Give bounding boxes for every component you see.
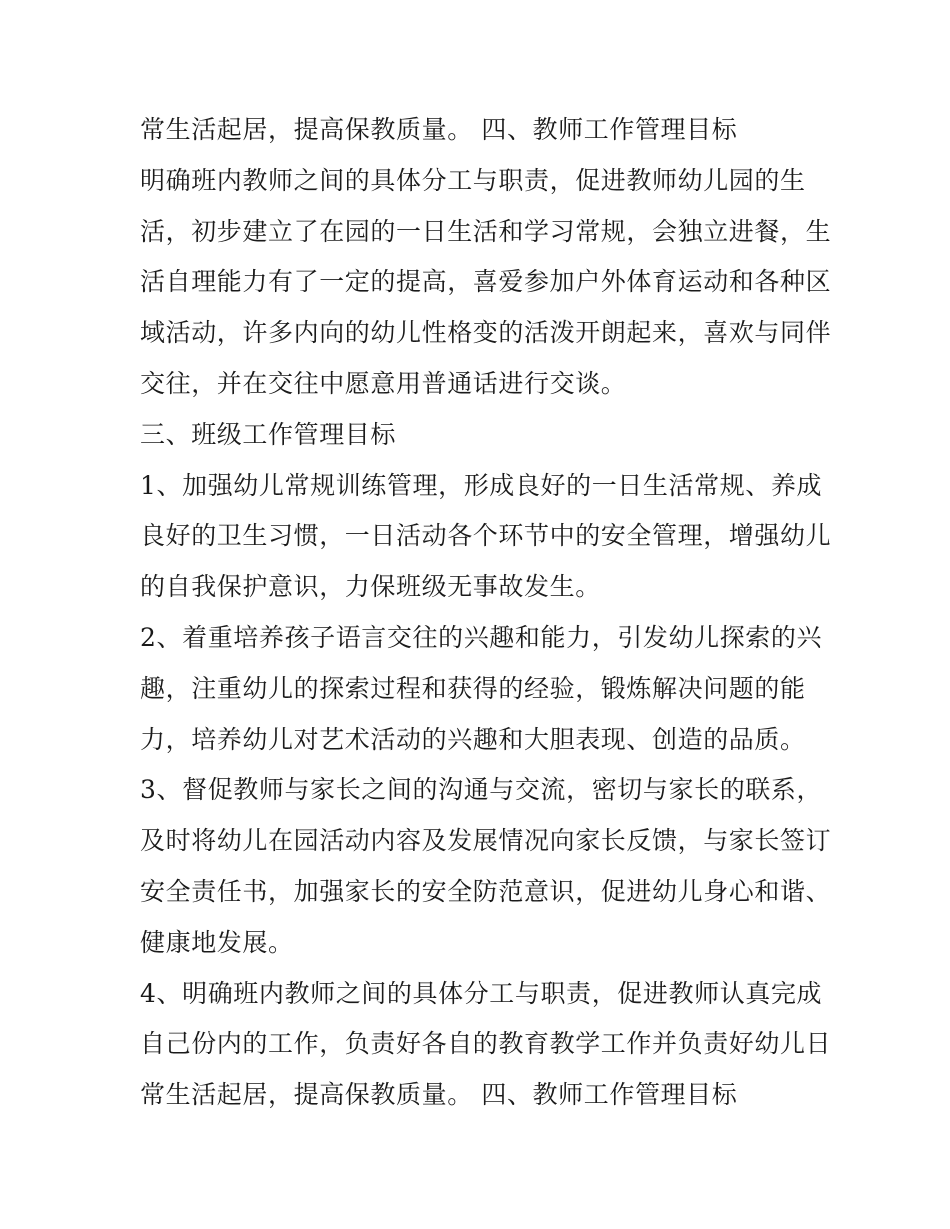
text-line: 活自理能力有了一定的提高，喜爱参加户外体育运动和各种区 (140, 267, 832, 297)
text-line: 1、加强幼儿常规训练管理，形成良好的一日生活常规、养成 (140, 470, 823, 500)
text-line: 健康地发展。 (140, 927, 294, 957)
text-line: 明确班内教师之间的具体分工与职责，促进教师幼儿园的生 (140, 165, 806, 195)
text-line: 交往，并在交往中愿意用普通话进行交谈。 (140, 368, 627, 398)
text-line: 良好的卫生习惯，一日活动各个环节中的安全管理，增强幼儿 (140, 521, 832, 551)
text-line: 力，培养幼儿对艺术活动的兴趣和大胆表现、创造的品质。 (140, 724, 806, 754)
text-line: 安全责任书，加强家长的安全防范意识，促进幼儿身心和谐、 (140, 876, 832, 906)
text-line: 的自我保护意识，力保班级无事故发生。 (140, 572, 601, 602)
text-line: 及时将幼儿在园活动内容及发展情况向家长反馈，与家长签订 (140, 826, 832, 856)
document-body (140, 105, 832, 1121)
text-line: 常生活起居，提高保教质量。 四、教师工作管理目标 (140, 115, 738, 144)
text-line: 活，初步建立了在园的一日生活和学习常规，会独立进餐，生 (140, 216, 832, 246)
text-line: 趣，注重幼儿的探索过程和获得的经验，锻炼解决问题的能 (140, 673, 806, 703)
text-line: 4、明确班内教师之间的具体分工与职责，促进教师认真完成 (140, 978, 823, 1008)
text-line: 自己份内的工作，负责好各自的教育教学工作并负责好幼儿日 (140, 1029, 832, 1059)
section-heading: 三、班级工作管理目标 (140, 419, 397, 449)
text-line: 域活动，许多内向的幼儿性格变的活泼开朗起来，喜欢与同伴 (140, 318, 832, 348)
text-line: 2、着重培养孩子语言交往的兴趣和能力，引发幼儿探索的兴 (140, 622, 823, 652)
text-line: 3、督促教师与家长之间的沟通与交流，密切与家长的联系， (140, 775, 823, 805)
text-line: 常生活起居，提高保教质量。 四、教师工作管理目标 (140, 1080, 738, 1110)
